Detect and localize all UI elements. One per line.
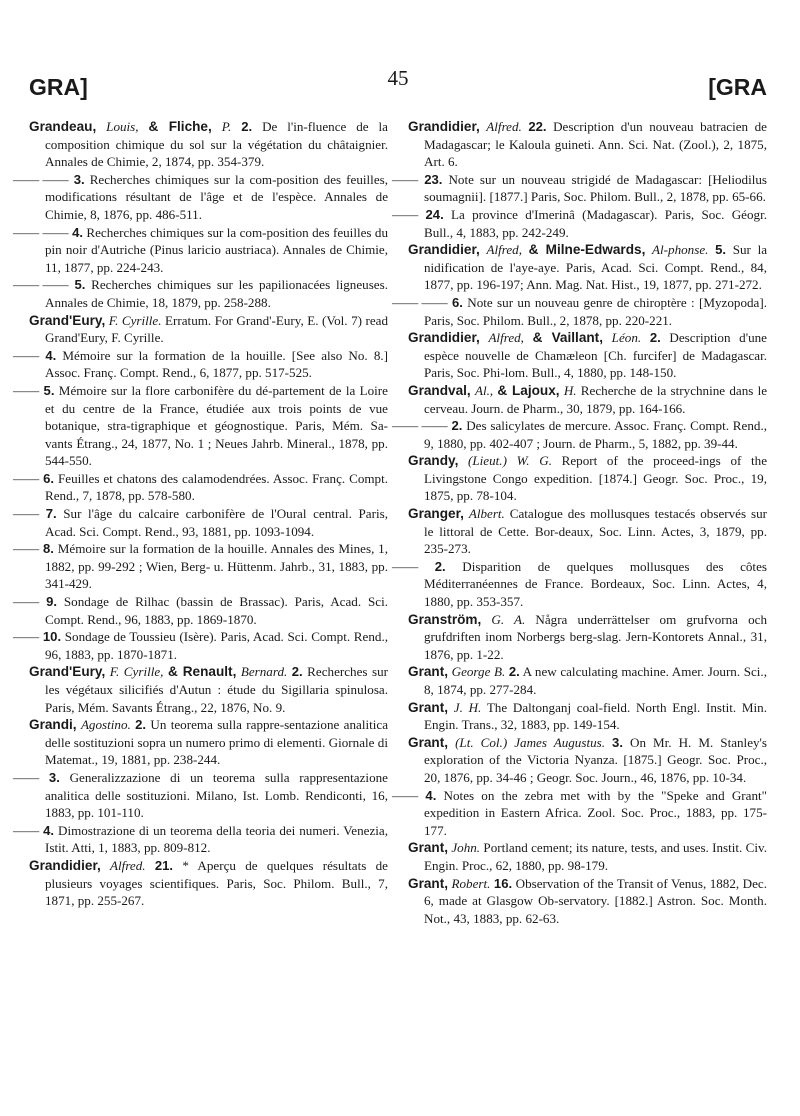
entry-coauthor-given: Al-phonse. — [652, 242, 709, 258]
entry-text: Sur l'âge du calcaire carbonifère de l'Oural central. Paris, Acad. Sci. Compt. Rend., 93, 1881, pp. 1093-1094. — [45, 506, 388, 539]
entry-ditto-dash: —— —— — [392, 418, 448, 434]
entry-text: The Daltonganj coal-field. North Engl. Instit. Min. Engin. Trans., 32, 1883, pp. 149-154. — [424, 699, 767, 733]
entry-ditto-dash: —— — [13, 470, 40, 486]
bibliography-entry — [392, 206, 767, 241]
entry-number: 23. — [424, 171, 443, 187]
entry-author-surname: Granström, — [408, 611, 482, 627]
entry-author-surname: Granger, — [408, 506, 464, 522]
bibliography-entry — [408, 663, 767, 698]
entry-text: Report of the proceed-ings of the Livingstone Congo expedition. [1874.] Geogr. Soc. Proc., 19, 1875, pp. 78-104. — [424, 453, 768, 504]
entry-number: 4. — [425, 787, 437, 803]
entry-author-given: G. A. — [491, 611, 526, 627]
entry-ditto-dash: —— — [392, 787, 419, 803]
entry-number: 3. — [612, 734, 623, 750]
entry-number: 4. — [43, 822, 55, 838]
entry-text: Note sur un nouveau strigidé de Madagascar: [Heliodilus soumagnii]. [1877.] Paris, Soc. Philom. Bull., 2, 1878, pp. 65-66. — [424, 171, 767, 205]
bibliography-entry — [408, 611, 767, 664]
entry-number: 16. — [493, 875, 513, 891]
bibliography-entry — [408, 699, 767, 734]
entry-number: 2. — [241, 119, 253, 134]
entry-number: 22. — [528, 119, 547, 134]
entry-number: 2. — [649, 330, 661, 346]
entry-author-surname: Grand'Eury, — [29, 312, 106, 328]
entry-ditto-dash: —— — [392, 206, 419, 222]
entry-coauthor-given: Bernard. — [240, 664, 288, 680]
bibliography-entry — [13, 505, 388, 540]
entry-author-given: Louis, — [106, 119, 139, 134]
entry-ditto-dash: —— —— — [13, 277, 69, 293]
entry-coauthor-given: P. — [221, 119, 232, 134]
bibliography-entry — [392, 558, 767, 611]
entry-number: 5. — [715, 242, 727, 258]
entry-text: Sondage de Toussieu (Isère). Paris, Acad. Sci. Compt. Rend., 96, 1883, pp. 1870-1871. — [45, 629, 388, 662]
entry-number: 6. — [452, 294, 463, 310]
bibliography-entry — [29, 312, 388, 347]
entry-text: La province d'Imerinâ (Madagascar). Paris, Soc. Géogr. Bull., 4, 1883, pp. 242-249. — [424, 206, 767, 240]
entry-ditto-dash: —— — [13, 506, 40, 522]
entry-coauthor-surname: & Milne-Edwards, — [528, 242, 646, 258]
entry-text: Mémoire sur la flore carbonifère du dé-partement de la Loire et du centre de la France, étudiée aux trois points de vue botanique, stra-tigraphique et géognostique. Paris, Mém. Sa-vants Étrang., 24, 1877, No. 1 ; Neues Jahrb. Mineral., 1878, pp. 544-550. — [45, 382, 388, 469]
entry-author-given: Alfred. — [486, 119, 522, 134]
entry-author-surname: Grant, — [408, 840, 449, 856]
entry-author-given: George B. — [451, 664, 506, 680]
entry-number: 2. — [135, 717, 147, 733]
bibliography-entry — [408, 241, 767, 294]
columns — [13, 118, 768, 927]
entry-author-given: F. Cyrille, — [109, 664, 164, 680]
bibliography-entry — [13, 822, 388, 857]
bibliography-entry — [29, 857, 388, 910]
entry-author-given: Agostino. — [80, 717, 131, 733]
bibliography-entry — [392, 294, 767, 329]
running-head — [29, 66, 767, 100]
entry-author-given: (Lieut.) W. G. — [468, 453, 552, 469]
entry-number: 3. — [48, 769, 60, 785]
bibliography-entry — [408, 839, 767, 874]
entry-text: A new calculating machine. Amer. Journ. Sci., 8, 1874, pp. 277-284. — [424, 664, 767, 697]
entry-ditto-dash: —— —— — [13, 171, 69, 187]
entry-number: 2. — [291, 664, 303, 680]
entry-author-given: J. H. — [453, 699, 482, 715]
bibliography-entry — [13, 276, 388, 311]
entry-number: 7. — [45, 506, 57, 522]
entry-text: Des salicylates de mercure. Assoc. Franç. Compt. Rend., 9, 1880, pp. 402-407 ; Journ. de Pharm., 5, 1882, pp. 39-44. — [424, 418, 767, 451]
bibliography-entry — [408, 875, 767, 928]
entry-text: Portland cement; its nature, tests, and uses. Instit. Civ. Engin. Proc., 62, 1880, pp. 98-179. — [424, 840, 767, 873]
bibliography-entry — [13, 171, 389, 224]
entry-author-given: (Lt. Col.) James Augustus. — [455, 734, 606, 750]
entry-author-given: Alfred, — [486, 242, 522, 258]
entry-ditto-dash: —— — [13, 769, 40, 785]
entry-author-surname: Grant, — [408, 699, 449, 715]
entry-text: Mémoire sur la formation de la houille. [See also No. 8.] Assoc. Franç. Compt. Rend., 6, 1877, pp. 517-525. — [45, 347, 389, 381]
entry-number: 4. — [72, 224, 83, 240]
entry-ditto-dash: —— — [13, 347, 40, 363]
bibliography-entry — [408, 382, 767, 417]
entry-author-surname: Grant, — [408, 734, 449, 750]
entry-text: Generalizzazione di un teorema sulla rappresentazione analitica delle sostituzioni. Milano, Ist. Lomb. Rendiconti, 16, 1883, pp. 101-110. — [45, 769, 388, 821]
running-head-right: [GRA — [708, 74, 767, 100]
entry-coauthor-given: Léon. — [611, 330, 642, 346]
entry-author-given: Al., — [474, 382, 494, 398]
entry-text: De l'in-fluence de la composition chimique du sol sur la végétation du châtaignier. Annales de Chimie, 2, 1874, pp. 354-379. — [45, 119, 388, 170]
entry-ditto-dash: —— —— — [13, 224, 69, 240]
entry-text: Mémoire sur la formation de la houille. Annales des Mines, 1, 1882, pp. 99-292 ; Wien, Berg- u. Hüttenm. Jahrb., 31, 1883, pp. 341-429. — [45, 541, 388, 592]
entry-author-given: Alfred, — [488, 330, 524, 346]
entry-number: 3. — [73, 171, 85, 187]
bibliography-entry — [13, 628, 388, 663]
entry-text: Notes on the zebra met with by the "Speke and Grant" expedition in Eastern Africa. Zool. Soc. Proc., 1883, pp. 175-177. — [424, 787, 768, 838]
entry-text: Recherches sur les végétaux silicifiés d'Autun : étude du Sigillaria spinulosa. Paris, Mém. Savants Étrang., 22, 1876, No. 9. — [45, 664, 388, 715]
bibliography-entry — [408, 505, 767, 558]
entry-text: Sur la nidification de l'aye-aye. Paris, Acad. Sci. Compt. Rend., 84, 1877, pp. 196-197; Ann. Mag. Nat. Hist., 19, 1877, pp. 271-272. — [424, 242, 768, 293]
entry-number: 4. — [45, 347, 57, 363]
entry-number: 21. — [154, 857, 174, 873]
entry-text: Description d'un nouveau batracien de Madagascar; le Kaloula guineti. Ann. Sci. Nat. (Zool.), 2, 1875, Art. 6. — [424, 119, 767, 170]
entry-text: Sondage de Rilhac (bassin de Brassac). Paris, Acad. Sci. Compt. Rend., 96, 1883, pp. 1869-1870. — [45, 594, 388, 627]
entry-text: Un teorema sulla rappre-sentazione analitica delle sostituzioni sopra un numero primo di elementi. Giornale di Matemat., 19, 1881, pp. 238-244. — [45, 717, 389, 768]
running-head-left: GRA] — [29, 74, 88, 100]
bibliography-entry — [408, 329, 767, 382]
entry-text: Några underrättelser om grufvorna och grufdriften inom Norbergs berg-slag. Jern-Kontorets Annal., 31, 1876, pp. 1-22. — [424, 611, 767, 662]
bibliography-entry — [408, 118, 767, 171]
bibliography-entry — [408, 452, 767, 505]
entry-number: 5. — [74, 277, 86, 293]
entry-number: 8. — [43, 541, 54, 557]
bibliography-entry — [13, 470, 389, 505]
entry-number: 2. — [508, 664, 520, 680]
entry-coauthor-surname: & Renault, — [167, 664, 237, 680]
entry-text: Description d'une espèce nouvelle de Chamæleon [Ch. furcifer] de Madagascar. Paris, Soc. Phi-lom. Bull., 4, 1880, pp. 148-150. — [424, 330, 767, 381]
entry-number: 9. — [46, 594, 57, 610]
entry-ditto-dash: —— — [392, 171, 419, 187]
entry-coauthor-given: H. — [563, 382, 577, 398]
left-column — [13, 118, 389, 927]
entry-coauthor-surname: & Lajoux, — [497, 382, 560, 398]
entry-author-given: Albert. — [468, 506, 505, 522]
bibliography-entry — [13, 593, 388, 628]
entry-author-given: John. — [451, 840, 481, 856]
entry-author-given: Robert. — [451, 875, 491, 891]
entry-text: Recherche de la strychnine dans le cerveau. Journ. de Pharm., 30, 1879, pp. 164-166. — [424, 382, 768, 416]
entry-text: Catalogue des mollusques testacés observés sur le littoral de Cette. Bor-deaux, Soc. Linn. Actes, 3, 1879, pp. 235-273. — [424, 506, 767, 557]
entry-number: 5. — [43, 382, 55, 398]
bibliography-entry — [13, 382, 388, 470]
entry-text: Erratum. For Grand'-Eury, E. (Vol. 7) read Grand'Eury, F. Cyrille. — [45, 312, 389, 346]
entry-author-surname: Grand'Eury, — [29, 664, 106, 680]
entry-author-surname: Grandeau, — [29, 119, 97, 134]
bibliography-entry — [392, 171, 767, 206]
entry-author-surname: Grandidier, — [29, 857, 101, 873]
bibliography-entry — [13, 224, 388, 277]
entry-text: Disparition de quelques mollusques des côtes Méditerranéennes de France. Bordeaux, Soc. Linn. Actes, 4, 1880, pp. 353-357. — [424, 558, 767, 610]
bibliography-entry — [408, 734, 767, 787]
entry-ditto-dash: —— — [13, 629, 40, 645]
entry-number: 10. — [42, 629, 62, 645]
entry-text: Observation of the Transit of Venus, 1882, Dec. 6, made at Glasgow Ob-servatory. [1882.] Astron. Soc. Month. Not., 43, 1883, pp. 62-63. — [424, 875, 767, 926]
entry-text: * Aperçu de quelques résultats de plusieurs voyages scientifiques. Paris, Soc. Philom. Bull., 7, 1871, pp. 255-267. — [45, 857, 388, 909]
bibliography-entry — [29, 716, 388, 769]
entry-author-given: F. Cyrille. — [108, 312, 162, 328]
entry-coauthor-surname: & Fliche, — [148, 119, 212, 134]
entry-author-surname: Grandidier, — [408, 119, 480, 134]
entry-author-surname: Grant, — [408, 664, 449, 680]
entry-text: Recherches chimiques sur la com-position des feuilles, modifications résultant de l'âge et de l'espèce. Annales de Chimie, 8, 1876, pp. 486-511. — [45, 171, 389, 222]
entry-ditto-dash: —— — [13, 822, 40, 838]
bibliography-entry — [392, 787, 768, 840]
right-column — [392, 118, 768, 927]
entry-author-surname: Grant, — [408, 875, 449, 891]
entry-author-given: Alfred. — [110, 857, 146, 873]
bibliography-entry — [29, 663, 388, 716]
bibliography-entry — [392, 417, 767, 452]
entry-coauthor-surname: & Vaillant, — [532, 330, 603, 346]
entry-text: Recherches chimiques sur les papilionacées ligneuses. Annales de Chimie, 18, 1879, pp. 258-288. — [45, 277, 388, 310]
entry-ditto-dash: —— — [13, 541, 40, 557]
entry-text: Dimostrazione di un teorema della teoria dei numeri. Venezia, Istit. Atti, 1, 1883, pp. 809-812. — [45, 822, 388, 856]
entry-number: 2. — [451, 418, 463, 434]
entry-author-surname: Grandidier, — [408, 330, 480, 346]
entry-ditto-dash: —— — [392, 558, 419, 574]
bibliography-entry — [13, 540, 388, 593]
entry-number: 6. — [43, 470, 55, 486]
entry-author-surname: Grandi, — [29, 717, 77, 733]
entry-ditto-dash: —— — [13, 382, 40, 398]
bibliography-entry — [13, 347, 389, 382]
bibliography-entry — [29, 118, 388, 171]
entry-text: Feuilles et chatons des calamodendrées. Assoc. Franç. Compt. Rend., 7, 1878, pp. 578-580. — [45, 470, 389, 504]
entry-ditto-dash: —— — [13, 594, 40, 610]
entry-text: Recherches chimiques sur la com-position des feuilles du pin noir d'Autriche (Pinus laricio austriaca). Annales de Chimie, 11, 1877, pp. 224-243. — [45, 224, 388, 275]
page-number: 45 — [387, 66, 409, 90]
entry-number: 2. — [434, 558, 446, 574]
entry-author-surname: Grandidier, — [408, 242, 480, 258]
entry-author-surname: Grandy, — [408, 453, 459, 469]
bibliography-entry — [13, 769, 388, 822]
entry-text: On Mr. H. M. Stanley's exploration of the Victoria Nyanza. [1875.] Geogr. Soc. Proc., 20, 1876, pp. 34-46 ; Geogr. Soc. Journ., 46, 1876, pp. 10-34. — [424, 734, 768, 785]
entry-text: Note sur un nouveau genre de chiroptère : [Myzopoda]. Paris, Soc. Philom. Bull., 2, 1878, pp. 220-221. — [424, 294, 767, 328]
entry-ditto-dash: —— —— — [392, 294, 448, 310]
entry-author-surname: Grandval, — [408, 382, 471, 398]
entry-number: 24. — [425, 206, 444, 222]
